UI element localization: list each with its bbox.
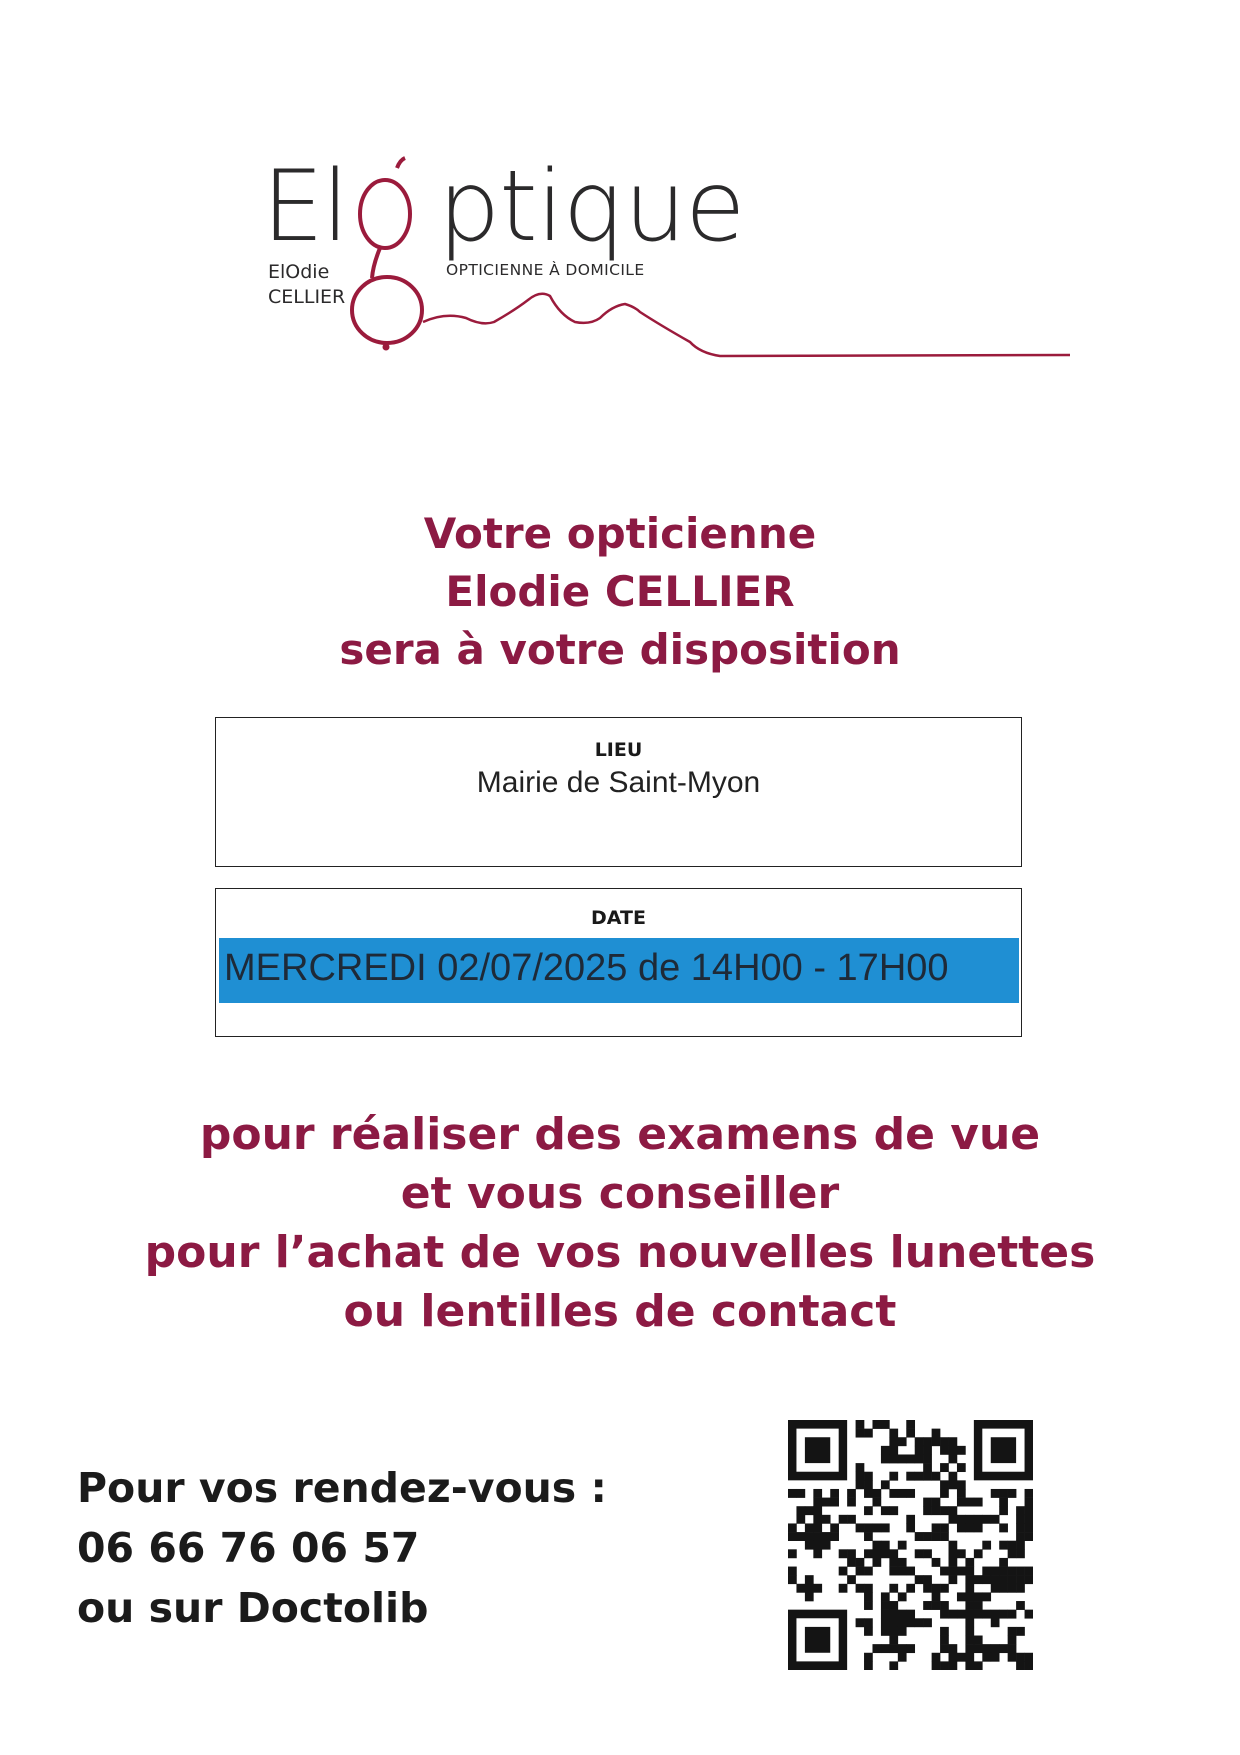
qr-code xyxy=(788,1420,1033,1670)
logo-lens-bottom xyxy=(352,277,422,343)
doctolib-line: ou sur Doctolib xyxy=(77,1584,429,1632)
contact-heading: Pour vos rendez-vous : xyxy=(77,1464,607,1512)
logo-last-name: CELLIER xyxy=(268,286,346,308)
logo-word-left: El xyxy=(262,150,348,264)
logo-tagline: OPTICIENNE À DOMICILE xyxy=(446,261,645,279)
eloptique-logo xyxy=(0,0,1240,400)
purpose-line: et vous conseiller xyxy=(400,1168,840,1219)
logo-bridge xyxy=(372,248,380,278)
intro-heading xyxy=(0,505,1240,679)
date-label: DATE xyxy=(591,907,646,929)
logo-apostrophe xyxy=(397,158,405,168)
purpose-text xyxy=(0,1105,1240,1341)
logo-first-name: ElOdie xyxy=(268,261,330,283)
intro-line: sera à votre disposition xyxy=(339,625,901,674)
logo-dot xyxy=(383,344,390,351)
qr-finder-pattern xyxy=(788,1420,847,1480)
qr-finder-pattern xyxy=(788,1610,847,1670)
logo-word-right: ptique xyxy=(438,150,745,264)
location-box xyxy=(215,717,1022,867)
logo-mountain-line xyxy=(423,294,1070,356)
location-label: LIEU xyxy=(594,739,643,761)
logo-lens-top xyxy=(360,180,410,248)
date-box xyxy=(215,888,1022,1037)
intro-line: Elodie CELLIER xyxy=(445,567,795,616)
location-value: Mairie de Saint-Myon xyxy=(476,766,761,799)
qr-finder-pattern xyxy=(974,1420,1033,1480)
intro-line: Votre opticienne xyxy=(423,509,817,558)
contact-info xyxy=(77,1458,607,1638)
date-value: MERCREDI 02/07/2025 de 14H00 - 17H00 xyxy=(224,947,949,989)
phone-number: 06 66 76 06 57 xyxy=(77,1524,420,1572)
purpose-line: pour réaliser des examens de vue xyxy=(199,1109,1041,1160)
purpose-line: ou lentilles de contact xyxy=(343,1286,897,1337)
purpose-line: pour l’achat de vos nouvelles lunettes xyxy=(144,1227,1096,1278)
